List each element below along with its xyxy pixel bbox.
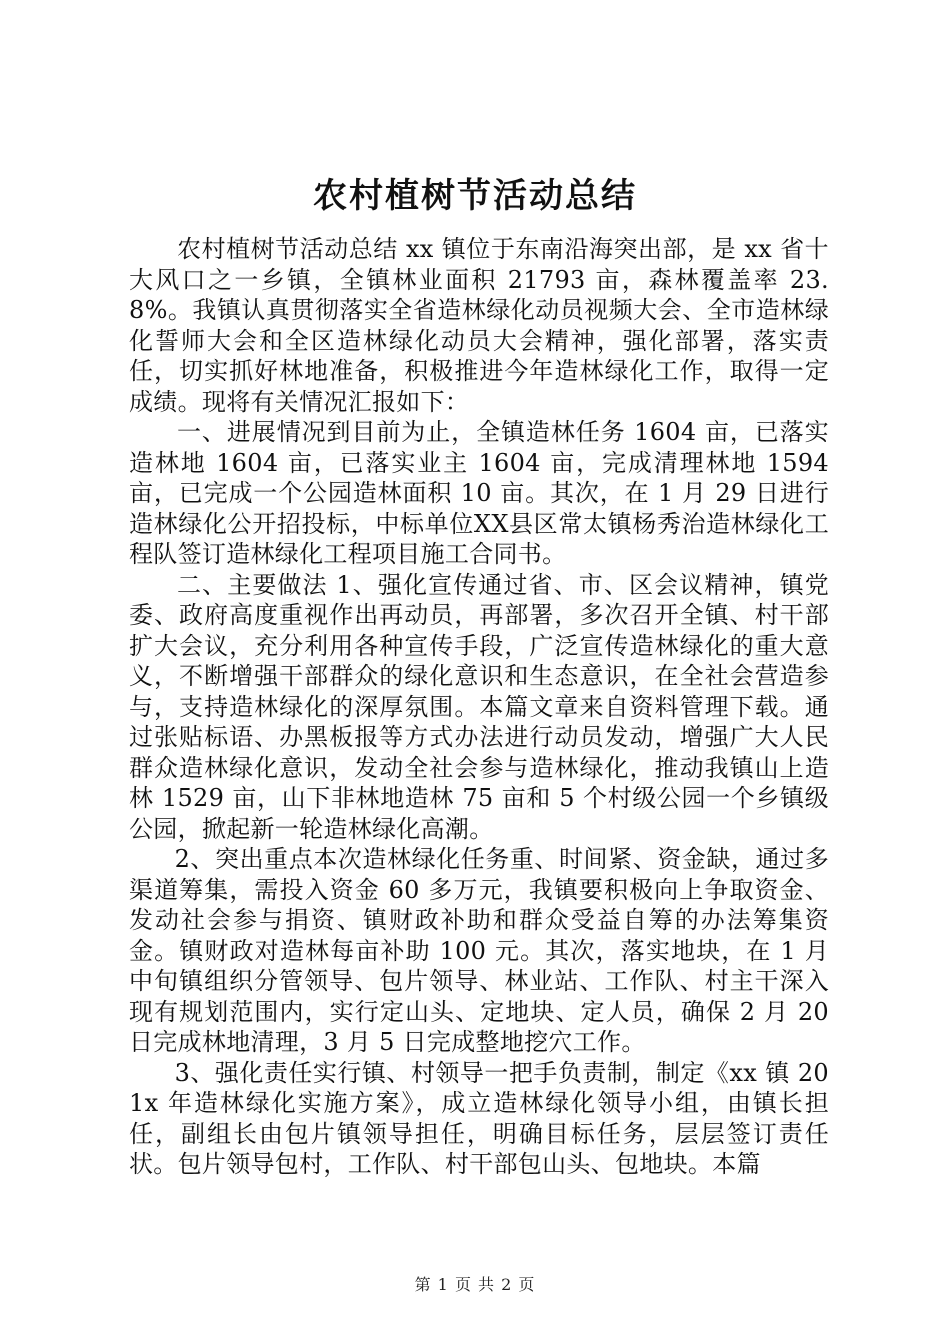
page-number-footer: 第 1 页 共 2 页 [414, 1275, 536, 1294]
document-body [129, 234, 829, 1180]
paragraph-main-methods: 二、主要做法 1、强化宣传通过省、市、区会议精神，镇党委、政府高度重视作出再动员，再部署，多次召开全镇、村干部扩大会议，充分利用各种宣传手段，广泛宣传造林绿化的重大意义，不断增强干部群众的绿化意识和生态意识，在全社会营造参与，支持造林绿化的深厚氛围。本篇文章来自资料管理下载。通过张贴标语、办黑板报等方式办法进行动员发动，增强广大人民群众造林绿化意识，发动全社会参与造林绿化，推动我镇山上造林 1529 亩，山下非林地造林 75 亩和 5 个村级公园一个乡镇级公园，掀起新一轮造林绿化高潮。 [129, 570, 829, 843]
paragraph-responsibility: 3、强化责任实行镇、村领导一把手负责制，制定《xx 镇 201x 年造林绿化实施方案》，成立造林绿化领导小组，由镇长担任，副组长由包片镇领导担任，明确目标任务，层层签订责任状。包片领导包村，工作队、村干部包山头、包地块。本篇 [129, 1058, 829, 1178]
paragraph-key-points: 2、突出重点本次造林绿化任务重、时间紧、资金缺，通过多渠道筹集，需投入资金 60 多万元，我镇要积极向上争取资金、发动社会参与捐资、镇财政补助和群众受益自筹的办法筹集资金。镇财政对造林每亩补助 100 元。其次，落实地块，在 1 月中旬镇组织分管领导、包片领导、林业站、工作队、村主干深入现有规划范围内，实行定山头、定地块、定人员，确保 2 月 20 日完成林地清理，3 月 5 日完成整地挖穴工作。 [129, 845, 829, 1056]
paragraph-progress: 一、进展情况到目前为止，全镇造林任务 1604 亩，已落实造林地 1604 亩，已落实业主 1604 亩，完成清理林地 1594 亩，已完成一个公园造林面积 10 亩。其次，在 1 月 29 日进行造林绿化公开招投标，中标单位XX县区常太镇杨秀治造林绿化工程队签订造林绿化工程项目施工合同书。 [129, 418, 829, 568]
paragraph-intro: 农村植树节活动总结 xx 镇位于东南沿海突出部，是 xx 省十大风口之一乡镇，全镇林业面积 21793 亩，森林覆盖率 23.8%。我镇认真贯彻落实全省造林绿化动员视频大会、全市造林绿化誓师大会和全区造林绿化动员大会精神，强化部署，落实责任，切实抓好林地准备，积极推进今年造林绿化工作，取得一定成绩。现将有关情况汇报如下： [129, 235, 829, 416]
document-title: 农村植树节活动总结 [313, 176, 637, 216]
